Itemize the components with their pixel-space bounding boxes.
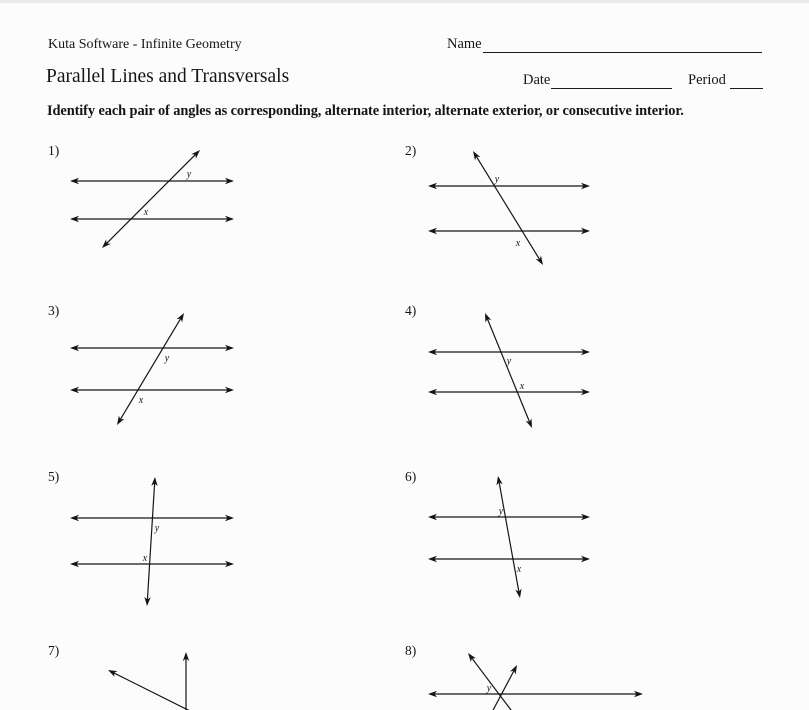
problem-2-angle-label-y: y	[494, 174, 500, 185]
problem-6-figure	[405, 469, 590, 598]
problem-1-number: 1)	[48, 143, 60, 158]
problem-1-figure	[48, 143, 234, 248]
problem-5-angle-label-y: y	[154, 523, 160, 534]
problem-8-figure	[405, 643, 643, 710]
period-label: Period	[688, 72, 726, 88]
problem-3-arrowhead	[117, 416, 124, 425]
problem-1-line-3	[107, 155, 196, 244]
problem-3-figure	[48, 303, 234, 425]
instructions-text: Identify each pair of angles as corresponding, alternate interior, alternate exterior, or consecutive interior.	[47, 103, 684, 119]
problem-3-angle-label-x: x	[138, 395, 144, 406]
problem-8-arrowhead	[468, 653, 476, 662]
problem-1-angle-label-x: x	[143, 207, 149, 218]
problem-1-angle-label-y: y	[186, 169, 192, 180]
problem-5-number: 5)	[48, 469, 60, 484]
problem-6-line-3	[499, 482, 519, 591]
problem-4-line-3	[487, 319, 529, 422]
problem-4-number: 4)	[405, 303, 417, 318]
name-label: Name	[447, 36, 482, 52]
problem-6-angle-label-y: y	[498, 506, 504, 517]
problem-8-line-3	[491, 671, 514, 710]
brand-text: Kuta Software - Infinite Geometry	[48, 37, 242, 52]
problem-4-angle-label-y: y	[506, 356, 512, 367]
problem-2-line-3	[476, 157, 539, 260]
problem-5-angle-label-x: x	[142, 553, 148, 564]
problem-2-arrowhead	[473, 151, 480, 160]
problem-8-arrowhead	[510, 665, 517, 674]
problem-5-line-3	[147, 483, 154, 599]
problem-7-line-2	[114, 673, 196, 710]
problem-7-figure	[48, 643, 196, 710]
date-label: Date	[523, 72, 551, 88]
problem-8-line-2	[472, 658, 514, 710]
problem-3-arrowhead	[177, 313, 184, 322]
problem-6-number: 6)	[405, 469, 417, 484]
problem-2-number: 2)	[405, 143, 417, 158]
problem-8-number: 8)	[405, 643, 417, 658]
problem-3-angle-label-y: y	[164, 353, 170, 364]
problem-8-angle-label-y: y	[486, 683, 492, 694]
problem-2-arrowhead	[536, 256, 543, 265]
problem-2-figure	[405, 143, 590, 265]
problem-3-line-3	[120, 319, 180, 420]
problem-7-number: 7)	[48, 643, 60, 658]
problem-4-angle-label-x: x	[519, 381, 525, 392]
worksheet-title: Parallel Lines and Transversals	[46, 66, 290, 87]
problem-4-figure	[405, 303, 590, 428]
problem-6-angle-label-x: x	[516, 564, 522, 575]
problem-5-figure	[48, 469, 234, 606]
problem-3-number: 3)	[48, 303, 60, 318]
problem-2-angle-label-x: x	[515, 238, 521, 249]
